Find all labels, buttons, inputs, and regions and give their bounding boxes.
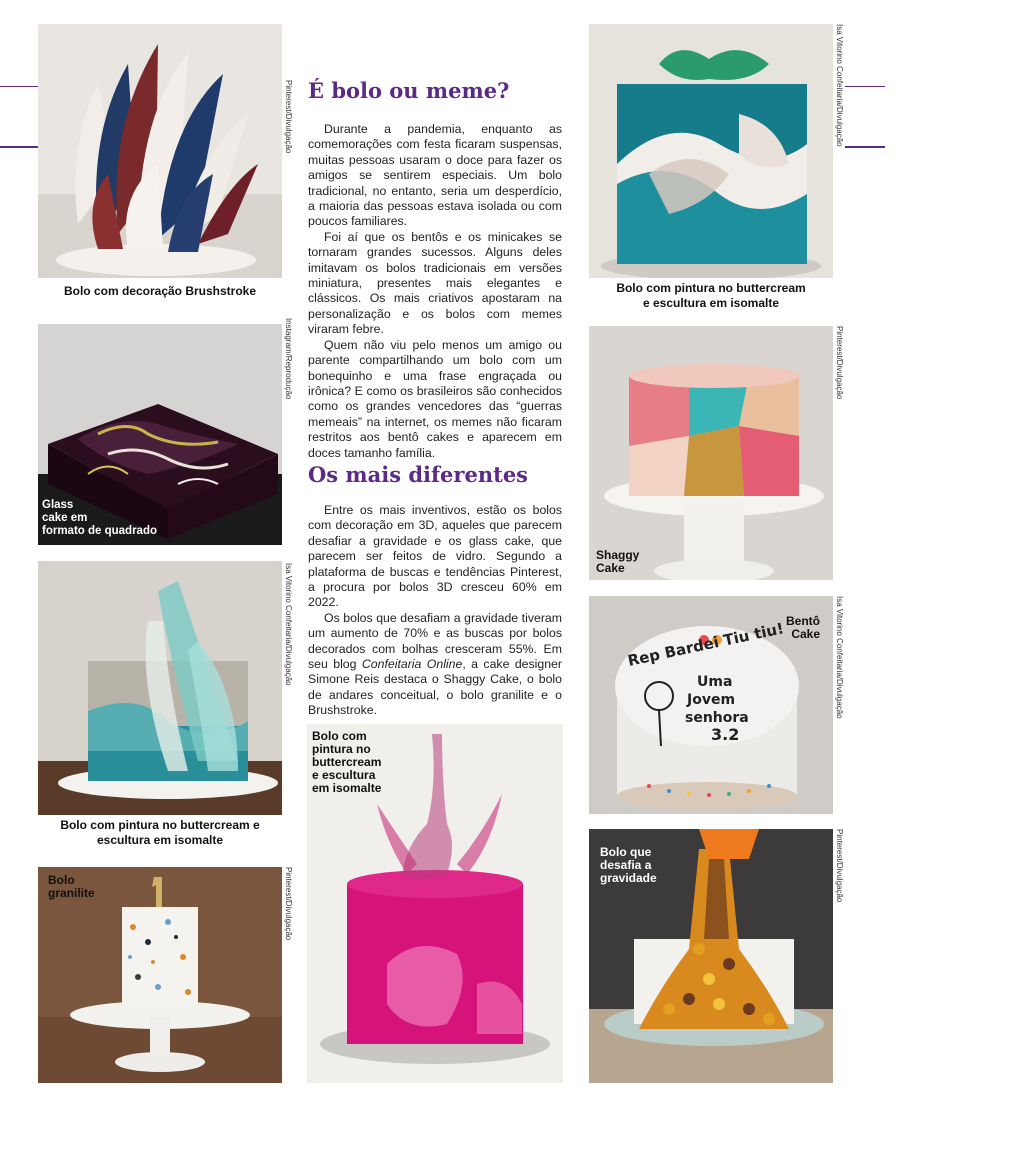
isomalte-left-caption-line2: escultura em isomalte (96, 833, 224, 847)
bento-credit: Isa Vitorino Confeitaria/Divulgação (835, 596, 844, 719)
pink-label-line2: pintura no (312, 742, 371, 756)
granilite-label-line1: Bolo (48, 873, 75, 887)
pink-label-line3: buttercream (312, 755, 382, 769)
glass-label-line2: cake em (42, 512, 88, 524)
shaggy-label-line2: Cake (596, 561, 625, 575)
bento-text-1: Rep Bardei Tiu tiu! (626, 619, 786, 670)
paragraph-3: Quem não viu pelo menos um amigo ou parente compartilhando um bolo com um bonequinho e uma frase engraçada ou irônica? E como os brasileiros são conhecidos como os grandes vencedores das “guerras memeais” na internet, os memes não ficaram restritos aos bentô cakes e aparecem em doces tamanho família. (308, 337, 562, 460)
isomalte-left-caption-line1: Bolo com pintura no buttercream e (60, 818, 260, 832)
isomalte-right-caption (589, 281, 833, 311)
top-left-rule (0, 86, 40, 87)
right-purple-rule (845, 146, 885, 148)
pink-label-line5: em isomalte (312, 781, 382, 795)
pink-label-line4: e escultura (312, 768, 376, 782)
article-body-1 (308, 122, 562, 461)
brushstroke-credit: Pinterest/Divulgação (284, 80, 293, 154)
paragraph-2: Foi aí que os bentôs e os minicakes se tornaram grandes sucessos. Alguns deles imitavam os bolos tradicionais em versões miniatura, presentes mais elegantes e clássicos. Os mais criativos apostaram na personalização e os bolos com memes viraram febre. (308, 229, 562, 337)
bento-text-3: Jovem (687, 692, 736, 708)
isomalte-left-caption (38, 818, 282, 848)
brushstroke-caption: Bolo com decoração Brushstroke (63, 284, 257, 298)
isomalte-right-caption-line1: Bolo com pintura no buttercream (616, 281, 806, 295)
glass-label-line1: Glass (42, 499, 74, 511)
shaggy-label (596, 549, 639, 575)
glass-label-line3: formato de quadrado (42, 525, 158, 537)
glass-label (42, 499, 157, 538)
bento-text-4: senhora (685, 710, 749, 726)
granilite-label (48, 874, 95, 900)
gravidade-label-line2: desafia a (600, 858, 652, 872)
left-purple-rule (0, 146, 40, 148)
isomalte-right-credit: Isa Vitorino Confeitaria/Divulgação (835, 24, 844, 147)
top-right-rule (845, 86, 885, 87)
bento-label-line1: Bentô (786, 614, 820, 628)
brushstroke-cake-photo (38, 24, 282, 278)
paragraph-5 (308, 611, 562, 719)
isomalte-cake-left-photo (38, 561, 282, 815)
glass-credit: Instagram/Reprodução (284, 318, 293, 400)
shaggy-cake-photo (589, 326, 833, 580)
paragraph-1: Durante a pandemia, enquanto as comemorações com festa ficaram suspensas, muitas pessoas usaram o doce para fazer os amigos se sentirem especiais. Um bolo tradicional, no entanto, seria um desperdício, a maioria das pessoas estava isolada ou com poucos familiares. (308, 122, 562, 229)
isomalte-cake-right-photo (589, 24, 833, 278)
gravidade-label (600, 846, 657, 885)
bento-text-2: Uma (697, 674, 733, 690)
shaggy-credit: Pinterest/Divulgação (835, 326, 844, 400)
gravidade-label-line1: Bolo que (600, 845, 652, 859)
blog-name: Confeitaria Online (361, 657, 463, 672)
granilite-credit: Pinterest/Divulgação (284, 867, 293, 941)
bento-label-line2: Cake (791, 627, 820, 641)
granilite-label-line2: granilite (48, 886, 95, 900)
gravidade-credit: Pinterest/Divulgação (835, 829, 844, 903)
paragraph-4: Entre os mais inventivos, estão os bolos com decoração em 3D, aqueles que parecem desafiar a gravidade e os glass cake, que parecem ser feitos de vidro. Segundo a plataforma de buscas e tendências Pinterest, a procura por bolos 3D cresceu 60% em 2022. (308, 503, 562, 610)
article-heading-1: É bolo ou meme? (308, 78, 510, 103)
article-body-2 (308, 503, 562, 719)
shaggy-label-line1: Shaggy (596, 548, 640, 562)
isomalte-right-caption-line2: e escultura em isomalte (642, 296, 780, 310)
gravidade-label-line3: gravidade (600, 871, 657, 885)
pink-label-line1: Bolo com (312, 729, 367, 743)
bento-label (780, 615, 820, 641)
paragraph-5-start: Os bolos que desafiam a gravidade tiveram um aumento de 70% e as buscas por bolos decorados com bolhas cresceram 55%. Em seu blog (308, 610, 562, 672)
article-heading-2: Os mais diferentes (308, 462, 528, 487)
bento-text-5: 3.2 (711, 725, 740, 744)
pink-label (312, 730, 381, 795)
isomalte-left-credit: Isa Vitorino Confeitaria/Divulgação (284, 563, 293, 686)
paragraph-5-end: , a cake designer Simone Reis destaca o Shaggy Cake, o bolo de andares conceitual, o bolo granilite e o Brushstroke. (308, 657, 562, 718)
